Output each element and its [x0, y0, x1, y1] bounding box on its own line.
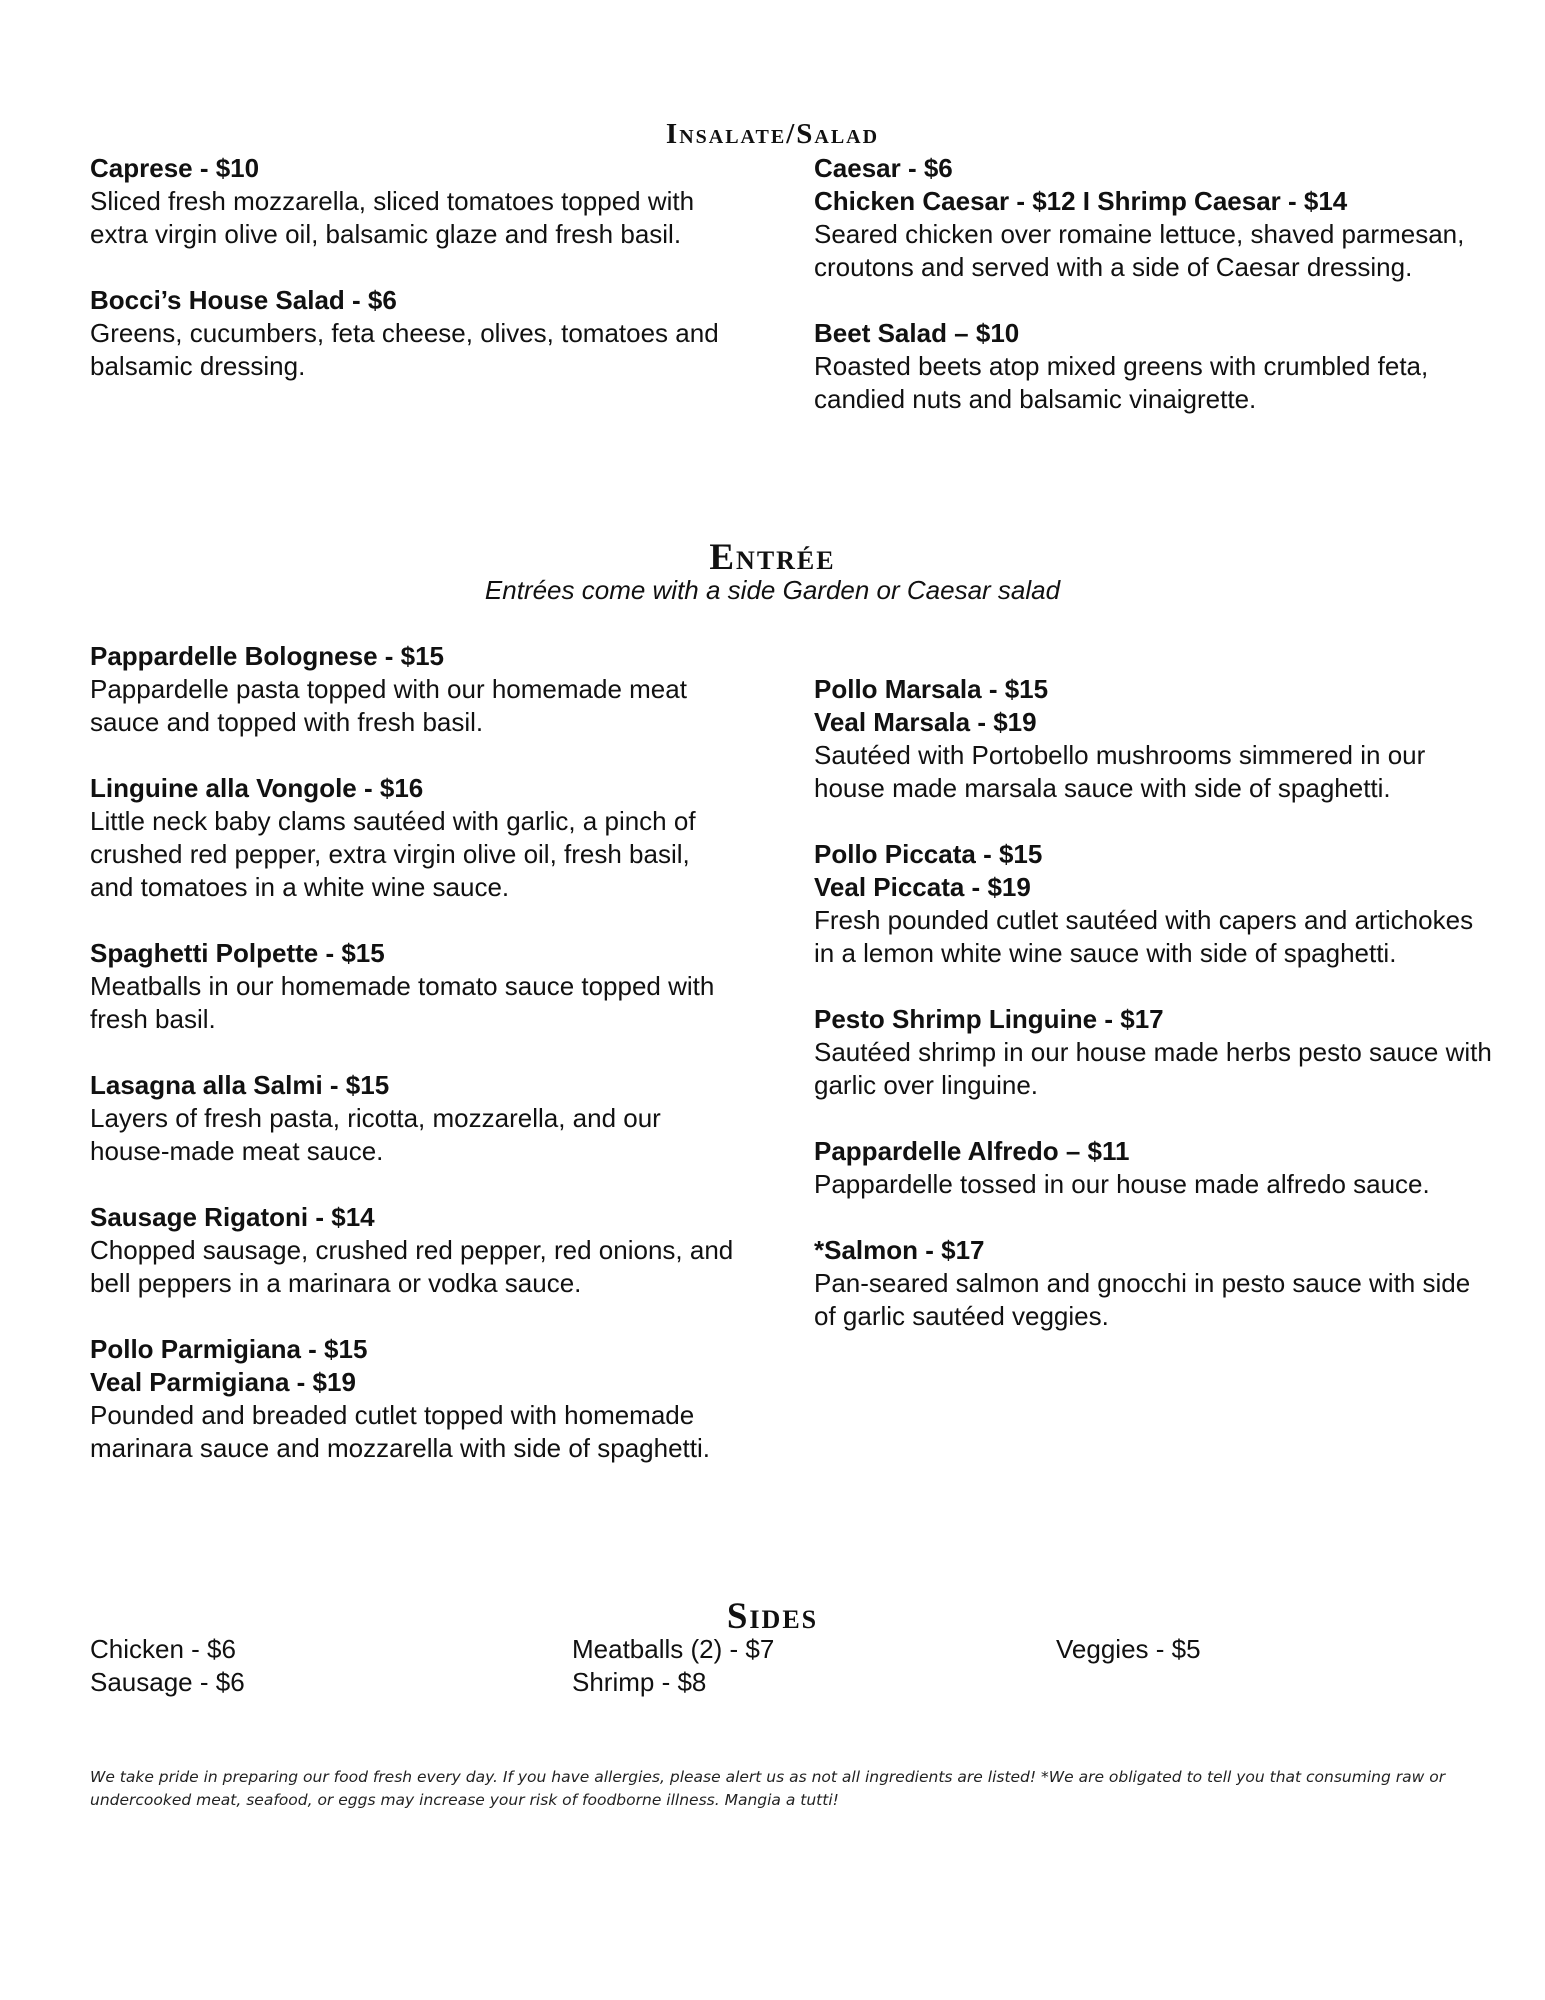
item-name: Caesar - $6: [814, 153, 953, 183]
side-item: Chicken - $6: [90, 1634, 236, 1664]
side-item: Sausage - $6: [90, 1667, 245, 1697]
menu-item: [90, 937, 740, 1036]
menu-item: [90, 772, 740, 904]
item-name: Chicken Caesar - $12 I Shrimp Caesar - $14: [814, 186, 1348, 216]
item-description: Seared chicken over romaine lettuce, shaved parmesan, croutons and served with a side of Caesar dressing.: [814, 219, 1465, 282]
entree-subtitle: Entrées come with a side Garden or Caesar salad: [484, 575, 1061, 605]
menu-item: [814, 1003, 1494, 1102]
item-name: Pappardelle Bolognese - $15: [90, 641, 445, 671]
item-name: Sausage Rigatoni - $14: [90, 1202, 375, 1232]
item-description: Pounded and breaded cutlet topped with homemade marinara sauce and mozzarella with side of spaghetti.: [90, 1400, 710, 1463]
item-name: Beet Salad – $10: [814, 318, 1020, 348]
sides-column: [90, 1633, 245, 1699]
item-name: Veal Parmigiana - $19: [90, 1367, 356, 1397]
menu-item: [814, 838, 1494, 970]
menu-item: [90, 284, 740, 383]
item-name: Bocci’s House Salad - $6: [90, 285, 397, 315]
menu-item: [90, 1069, 740, 1168]
item-name: Lasagna alla Salmi - $15: [90, 1070, 390, 1100]
item-name: Linguine alla Vongole - $16: [90, 773, 424, 803]
item-description: Pappardelle tossed in our house made alfredo sauce.: [814, 1169, 1430, 1199]
menu-item: [90, 1201, 740, 1300]
item-description: Pappardelle pasta topped with our homemade meat sauce and topped with fresh basil.: [90, 674, 687, 737]
item-name: Spaghetti Polpette - $15: [90, 938, 385, 968]
item-description: Sautéed with Portobello mushrooms simmered in our house made marsala sauce with side of spaghetti.: [814, 740, 1426, 803]
sides-heading: Sides: [726, 1596, 819, 1637]
item-description: Chopped sausage, crushed red pepper, red onions, and bell peppers in a marinara or vodka sauce.: [90, 1235, 734, 1298]
menu-item: [814, 152, 1494, 284]
side-item: Meatballs (2) - $7: [572, 1634, 775, 1664]
item-description: Pan-seared salmon and gnocchi in pesto sauce with side of garlic sautéed veggies.: [814, 1268, 1471, 1331]
item-description: Sliced fresh mozzarella, sliced tomatoes topped with extra virgin olive oil, balsamic glaze and fresh basil.: [90, 186, 695, 249]
salad-left-column: [90, 152, 740, 416]
side-item: Shrimp - $8: [572, 1667, 707, 1697]
menu-item: [814, 317, 1494, 416]
item-description: Greens, cucumbers, feta cheese, olives, tomatoes and balsamic dressing.: [90, 318, 719, 381]
side-item: Veggies - $5: [1056, 1634, 1201, 1664]
item-description: Fresh pounded cutlet sautéed with capers and artichokes in a lemon white wine sauce with side of spaghetti.: [814, 905, 1474, 968]
footer-disclaimer: We take pride in preparing our food fresh every day. If you have allergies, please alert us as not all ingredients are listed! *We are obligated to tell you that consuming raw or undercooked meat, seafood, or eggs may increase your risk of foodborne illness. Mangia a tutti!: [90, 1768, 1446, 1809]
salad-heading: Insalate/Salad: [665, 118, 880, 150]
item-name: Veal Piccata - $19: [814, 872, 1031, 902]
sides-column: [572, 1633, 774, 1699]
item-name: Pappardelle Alfredo – $11: [814, 1136, 1130, 1166]
entree-heading: Entrée: [709, 537, 836, 578]
item-description: Sautéed shrimp in our house made herbs pesto sauce with garlic over linguine.: [814, 1037, 1492, 1100]
item-description: Meatballs in our homemade tomato sauce topped with fresh basil.: [90, 971, 715, 1034]
item-description: Layers of fresh pasta, ricotta, mozzarella, and our house-made meat sauce.: [90, 1103, 661, 1166]
item-name: Veal Marsala - $19: [814, 707, 1037, 737]
item-name: Pollo Marsala - $15: [814, 674, 1049, 704]
menu-item: [90, 640, 740, 739]
menu-item: [814, 1234, 1494, 1333]
entree-left-column: [90, 640, 740, 1498]
item-name: *Salmon - $17: [814, 1235, 985, 1265]
entree-right-column: [814, 673, 1494, 1366]
salad-right-column: [814, 152, 1494, 449]
menu-item: [814, 673, 1494, 805]
item-name: Pollo Parmigiana - $15: [90, 1334, 368, 1364]
item-description: Little neck baby clams sautéed with garlic, a pinch of crushed red pepper, extra virgin olive oil, fresh basil, and tomatoes in a white wine sauce.: [90, 806, 696, 902]
menu-item: [90, 1333, 740, 1465]
item-description: Roasted beets atop mixed greens with crumbled feta, candied nuts and balsamic vinaigrette.: [814, 351, 1429, 414]
item-name: Pollo Piccata - $15: [814, 839, 1043, 869]
item-name: Caprese - $10: [90, 153, 260, 183]
menu-item: [814, 1135, 1494, 1201]
sides-column: [1056, 1633, 1201, 1666]
menu-item: [90, 152, 740, 251]
item-name: Pesto Shrimp Linguine - $17: [814, 1004, 1164, 1034]
